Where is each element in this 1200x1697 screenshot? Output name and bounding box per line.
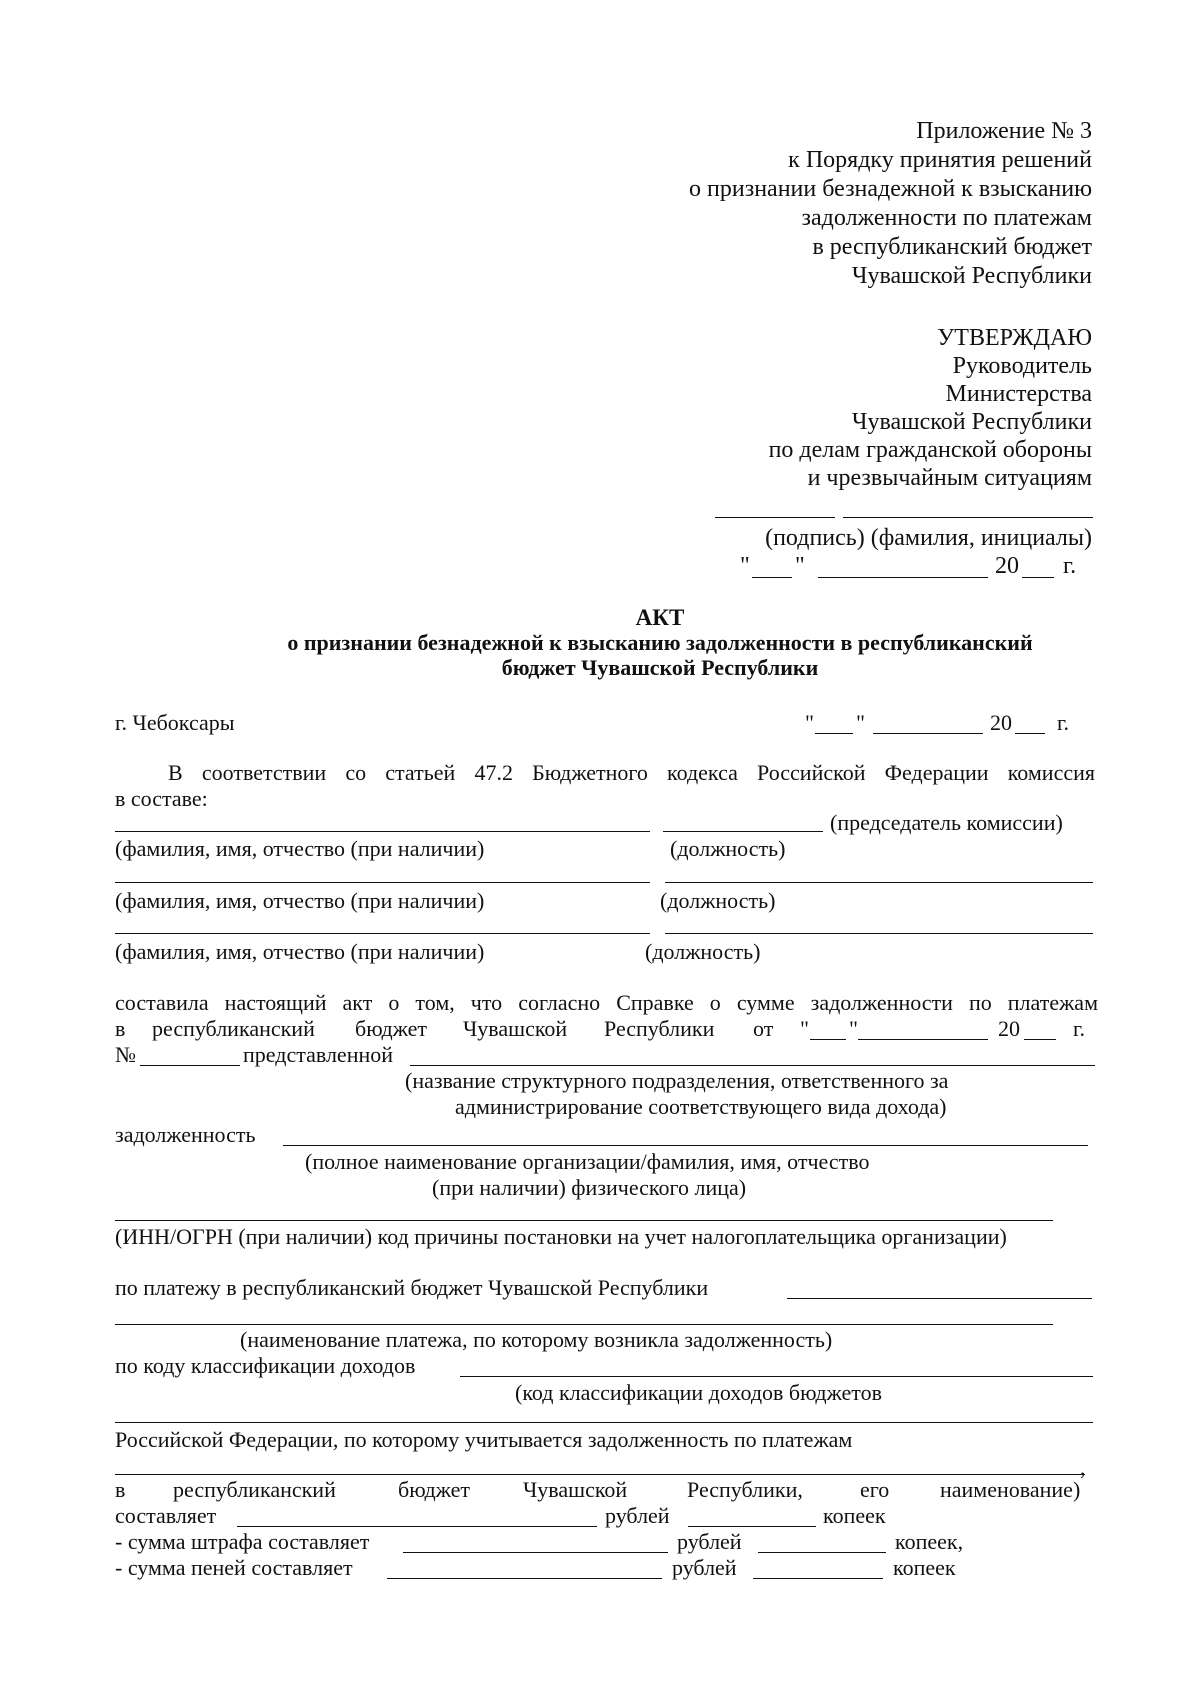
date-year-line xyxy=(1015,733,1045,734)
appendix-line: Чувашской Республики xyxy=(851,263,1092,289)
member1-position-line xyxy=(663,831,823,832)
act-title: АКТ xyxy=(635,605,685,630)
approval-date-year: 20 xyxy=(995,553,1019,579)
compiled-word: от xyxy=(753,1016,774,1041)
org-caption-line1: (полное наименование организации/фамилия, имя, отчество xyxy=(305,1149,870,1174)
fine-label: - сумма штрафа составляет xyxy=(115,1529,370,1554)
approval-line: и чрезвычайным ситуациям xyxy=(807,465,1092,491)
total-kopecks-line xyxy=(688,1526,816,1527)
approval-heading: УТВЕРЖДАЮ xyxy=(937,325,1092,351)
payment-name-line xyxy=(115,1324,1053,1325)
act-subtitle-line1: о признании безнадежной к взысканию задолженности в республиканский xyxy=(287,630,1033,655)
member3-position-line xyxy=(665,933,1093,934)
appendix-line: к Порядку принятия решений xyxy=(788,147,1092,173)
member1-position-caption: (должность) xyxy=(670,836,786,861)
approval-date-open-quote: " xyxy=(740,553,750,579)
member1-fio-caption: (фамилия, имя, отчество (при наличии) xyxy=(115,836,485,861)
rubles-label: рублей xyxy=(677,1529,742,1554)
total-label: составляет xyxy=(115,1503,217,1528)
rubles-label: рублей xyxy=(672,1555,737,1580)
date-month-line xyxy=(873,733,983,734)
date-year: 20 xyxy=(990,710,1012,735)
approval-line: Руководитель xyxy=(952,353,1092,379)
total-rubles-line xyxy=(237,1526,597,1527)
appendix-line: задолженности по платежам xyxy=(801,205,1092,231)
rf-line: Российской Федерации, по которому учитывается задолженность по платежам xyxy=(115,1427,853,1452)
compiled-word: республиканский xyxy=(152,1016,315,1041)
approval-year-line xyxy=(1022,577,1054,578)
date-day-line xyxy=(815,733,853,734)
payment-line xyxy=(787,1298,1092,1299)
date-open-quote: " xyxy=(805,710,814,735)
appendix-line: в республиканский бюджет xyxy=(812,234,1092,260)
kopecks-label: копеек, xyxy=(895,1529,964,1554)
member3-position-caption: (должность) xyxy=(645,939,761,964)
compiled-quote-open: " xyxy=(800,1016,809,1041)
kbk-label: по коду классификации доходов xyxy=(115,1353,416,1378)
budget-word: его xyxy=(860,1477,890,1502)
budget-word: в xyxy=(115,1477,126,1502)
appendix-line: Приложение № 3 xyxy=(916,118,1092,144)
approval-month-line xyxy=(818,577,988,578)
budget-word: республиканский xyxy=(173,1477,336,1502)
budget-name-line xyxy=(115,1474,1085,1475)
number-sign: № xyxy=(115,1042,136,1067)
department-line xyxy=(410,1065,1095,1066)
chairman-caption: (председатель комиссии) xyxy=(830,810,1063,835)
org-caption-line2: (при наличии) физического лица) xyxy=(432,1175,747,1200)
compiled-word: бюджет xyxy=(355,1016,427,1041)
compiled-suffix: г. xyxy=(1073,1016,1086,1041)
kbk-caption: (код классификации доходов бюджетов xyxy=(515,1380,883,1405)
member3-fio-caption: (фамилия, имя, отчество (при наличии) xyxy=(115,939,485,964)
budget-line-comma: , xyxy=(1080,1455,1086,1480)
approval-line: по делам гражданской обороны xyxy=(768,437,1092,463)
compiled-word: Республики xyxy=(604,1016,715,1041)
city-name: г. Чебоксары xyxy=(115,710,235,735)
signature-caption: (подпись) (фамилия, инициалы) xyxy=(765,525,1092,551)
compiled-month-line xyxy=(858,1039,988,1040)
compiled-word: Чувашской xyxy=(463,1016,568,1041)
member2-fio-caption: (фамилия, имя, отчество (при наличии) xyxy=(115,888,485,913)
debtor-name-line xyxy=(283,1145,1088,1146)
approval-date-close-quote: " xyxy=(795,553,805,579)
intro-line2: в составе: xyxy=(115,786,208,811)
date-suffix: г. xyxy=(1057,710,1070,735)
act-subtitle-line2: бюджет Чувашской Республики xyxy=(501,655,819,680)
member3-fio-line xyxy=(115,933,650,934)
payment-caption: (наименование платежа, по которому возникла задолженность) xyxy=(240,1327,833,1352)
member2-position-line xyxy=(665,882,1093,883)
date-close-quote: " xyxy=(856,710,865,735)
dept-caption-line1: (название структурного подразделения, ответственного за xyxy=(405,1068,949,1093)
compiled-word: в xyxy=(115,1016,126,1041)
appendix-line: о признании безнадежной к взысканию xyxy=(689,176,1092,202)
fine-rubles-line xyxy=(403,1552,668,1553)
approval-line: Чувашской Республики xyxy=(851,409,1092,435)
kbk-line xyxy=(460,1376,1093,1377)
budget-word: Республики, xyxy=(687,1477,803,1502)
signature-line xyxy=(715,517,835,518)
compiled-quote-close: " xyxy=(849,1016,858,1041)
compiled-year-line xyxy=(1024,1039,1056,1040)
penalty-rubles-line xyxy=(387,1578,662,1579)
debt-label: задолженность xyxy=(115,1122,256,1147)
penalty-kopecks-line xyxy=(753,1578,883,1579)
penalty-label: - сумма пеней составляет xyxy=(115,1555,353,1580)
payment-label: по платежу в республиканский бюджет Чувашской Республики xyxy=(115,1275,709,1300)
compiled-day-line xyxy=(810,1039,846,1040)
kbk-code-line xyxy=(115,1422,1093,1423)
approval-line: Министерства xyxy=(945,381,1092,407)
fine-kopecks-line xyxy=(758,1552,886,1553)
compiled-line1: составила настоящий акт о том, что согласно Справке о сумме задолженности по платежам xyxy=(115,990,1098,1015)
member1-fio-line xyxy=(115,831,650,832)
dept-caption-line2: администрирование соответствующего вида дохода) xyxy=(455,1094,947,1119)
reference-number-line xyxy=(140,1065,240,1066)
compiled-year: 20 xyxy=(998,1016,1020,1041)
presented-label: представленной xyxy=(243,1042,394,1067)
name-initials-line xyxy=(843,517,1093,518)
approval-date-suffix: г. xyxy=(1063,553,1077,579)
intro-line1: В соответствии со статьей 47.2 Бюджетного кодекса Российской Федерации комиссия xyxy=(168,760,1095,785)
kopecks-label: копеек xyxy=(823,1503,886,1528)
budget-word: бюджет xyxy=(398,1477,470,1502)
inn-caption: (ИНН/ОГРН (при наличии) код причины постановки на учет налогоплательщика организации) xyxy=(115,1224,1007,1249)
inn-line xyxy=(115,1220,1053,1221)
budget-word: Чувашской xyxy=(523,1477,628,1502)
rubles-label: рублей xyxy=(605,1503,670,1528)
approval-day-line xyxy=(752,577,792,578)
budget-word: наименование) xyxy=(940,1477,1081,1502)
kopecks-label: копеек xyxy=(893,1555,956,1580)
member2-fio-line xyxy=(115,882,650,883)
member2-position-caption: (должность) xyxy=(660,888,776,913)
